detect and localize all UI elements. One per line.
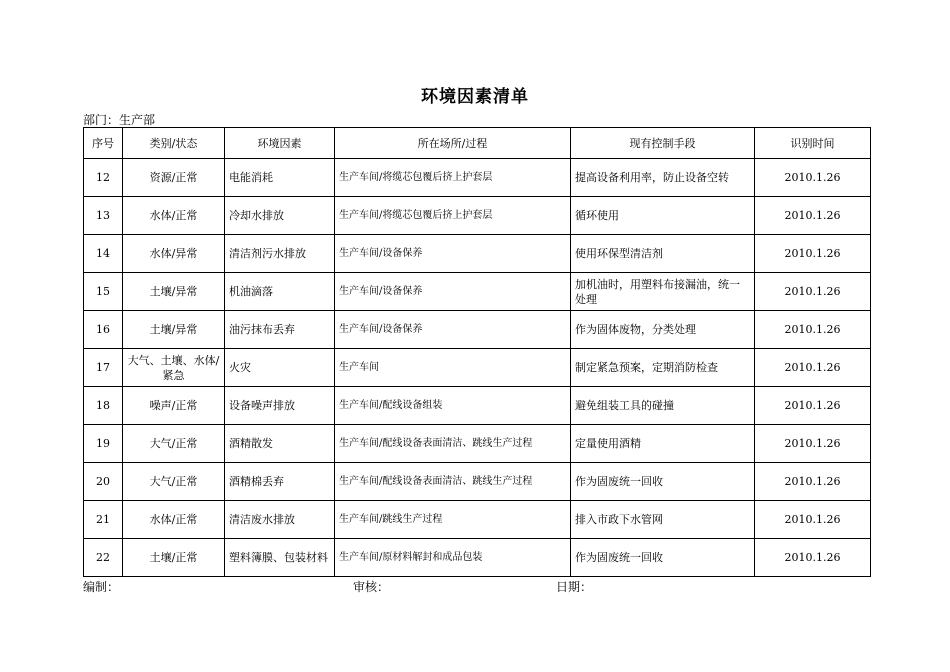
table-row	[84, 463, 871, 501]
cell-index: 19	[84, 425, 123, 463]
table-row	[84, 197, 871, 235]
cell-index: 15	[84, 273, 123, 311]
table-row	[84, 159, 871, 197]
cell-index: 13	[84, 197, 123, 235]
cell-location-process: 生产车间/原材料解封和成品包装	[335, 539, 571, 577]
cell-environmental-factor: 火灾	[225, 349, 335, 387]
cell-category-status: 资源/正常	[123, 159, 225, 197]
cell-environmental-factor: 酒精散发	[225, 425, 335, 463]
table-row	[84, 501, 871, 539]
table-row	[84, 425, 871, 463]
cell-location-process: 生产车间/设备保养	[335, 311, 571, 349]
cell-category-status: 水体/异常	[123, 235, 225, 273]
cell-environmental-factor: 设备噪声排放	[225, 387, 335, 425]
cell-index: 17	[84, 349, 123, 387]
cell-location-process: 生产车间	[335, 349, 571, 387]
cell-identification-date: 2010.1.26	[755, 539, 871, 577]
header-index: 序号	[84, 128, 123, 159]
reviewed-by-label: 审核：	[353, 580, 390, 594]
cell-identification-date: 2010.1.26	[755, 235, 871, 273]
cell-environmental-factor: 塑料簿膜、包装材料	[225, 539, 335, 577]
table-row	[84, 235, 871, 273]
cell-location-process: 生产车间/将缆芯包覆后挤上护套层	[335, 197, 571, 235]
cell-environmental-factor: 机油滴落	[225, 273, 335, 311]
cell-category-status: 噪声/正常	[123, 387, 225, 425]
cell-category-status: 土壤/异常	[123, 273, 225, 311]
table-row	[84, 539, 871, 577]
environmental-factors-table	[83, 127, 871, 577]
cell-control-measures: 排入市政下水管网	[571, 501, 755, 539]
table-header-row	[84, 128, 871, 159]
cell-identification-date: 2010.1.26	[755, 501, 871, 539]
cell-location-process: 生产车间/设备保养	[335, 273, 571, 311]
cell-control-measures: 作为固废统一回收	[571, 539, 755, 577]
cell-identification-date: 2010.1.26	[755, 311, 871, 349]
cell-control-measures: 加机油时，用塑料布接漏油，统一处理	[571, 273, 755, 311]
cell-category-status: 大气、土壤、水体/紧急	[123, 349, 225, 387]
cell-environmental-factor: 电能消耗	[225, 159, 335, 197]
cell-control-measures: 制定紧急预案，定期消防检查	[571, 349, 755, 387]
cell-identification-date: 2010.1.26	[755, 197, 871, 235]
cell-location-process: 生产车间/配线设备组装	[335, 387, 571, 425]
cell-control-measures: 作为固废统一回收	[571, 463, 755, 501]
cell-identification-date: 2010.1.26	[755, 463, 871, 501]
cell-identification-date: 2010.1.26	[755, 425, 871, 463]
cell-category-status: 土壤/正常	[123, 539, 225, 577]
header-identification-date: 识别时间	[755, 128, 871, 159]
cell-control-measures: 定量使用酒精	[571, 425, 755, 463]
cell-index: 12	[84, 159, 123, 197]
cell-control-measures: 循环使用	[571, 197, 755, 235]
cell-category-status: 水体/正常	[123, 197, 225, 235]
cell-control-measures: 作为固体废物，分类处理	[571, 311, 755, 349]
cell-environmental-factor: 清洁剂污水排放	[225, 235, 335, 273]
cell-environmental-factor: 酒精棉丢弃	[225, 463, 335, 501]
cell-environmental-factor: 油污抹布丢弃	[225, 311, 335, 349]
cell-location-process: 生产车间/设备保养	[335, 235, 571, 273]
cell-location-process: 生产车间/配线设备表面清洁、跳线生产过程	[335, 463, 571, 501]
date-label: 日期：	[556, 580, 593, 594]
cell-identification-date: 2010.1.26	[755, 349, 871, 387]
table-row	[84, 273, 871, 311]
header-environmental-factor: 环境因素	[225, 128, 335, 159]
cell-control-measures: 提高设备利用率，防止设备空转	[571, 159, 755, 197]
cell-control-measures: 使用环保型清洁剂	[571, 235, 755, 273]
cell-index: 22	[84, 539, 123, 577]
cell-index: 14	[84, 235, 123, 273]
cell-location-process: 生产车间/配线设备表面清洁、跳线生产过程	[335, 425, 571, 463]
header-location-process: 所在场所/过程	[335, 128, 571, 159]
cell-index: 16	[84, 311, 123, 349]
cell-index: 20	[84, 463, 123, 501]
cell-category-status: 大气/正常	[123, 463, 225, 501]
cell-category-status: 水体/正常	[123, 501, 225, 539]
cell-environmental-factor: 冷却水排放	[225, 197, 335, 235]
cell-index: 21	[84, 501, 123, 539]
cell-identification-date: 2010.1.26	[755, 273, 871, 311]
compiled-by-label: 编制：	[83, 580, 120, 594]
cell-identification-date: 2010.1.26	[755, 387, 871, 425]
cell-environmental-factor: 清洁废水排放	[225, 501, 335, 539]
department-label: 部门：生产部	[83, 113, 156, 127]
cell-category-status: 土壤/异常	[123, 311, 225, 349]
table-row	[84, 349, 871, 387]
cell-category-status: 大气/正常	[123, 425, 225, 463]
header-category-status: 类别/状态	[123, 128, 225, 159]
cell-control-measures: 避免组装工具的碰撞	[571, 387, 755, 425]
cell-location-process: 生产车间/跳线生产过程	[335, 501, 571, 539]
cell-identification-date: 2010.1.26	[755, 159, 871, 197]
document-title: 环境因素清单	[421, 87, 529, 107]
table-row	[84, 311, 871, 349]
header-control-measures: 现有控制手段	[571, 128, 755, 159]
cell-location-process: 生产车间/将缆芯包覆后挤上护套层	[335, 159, 571, 197]
cell-index: 18	[84, 387, 123, 425]
table-row	[84, 387, 871, 425]
